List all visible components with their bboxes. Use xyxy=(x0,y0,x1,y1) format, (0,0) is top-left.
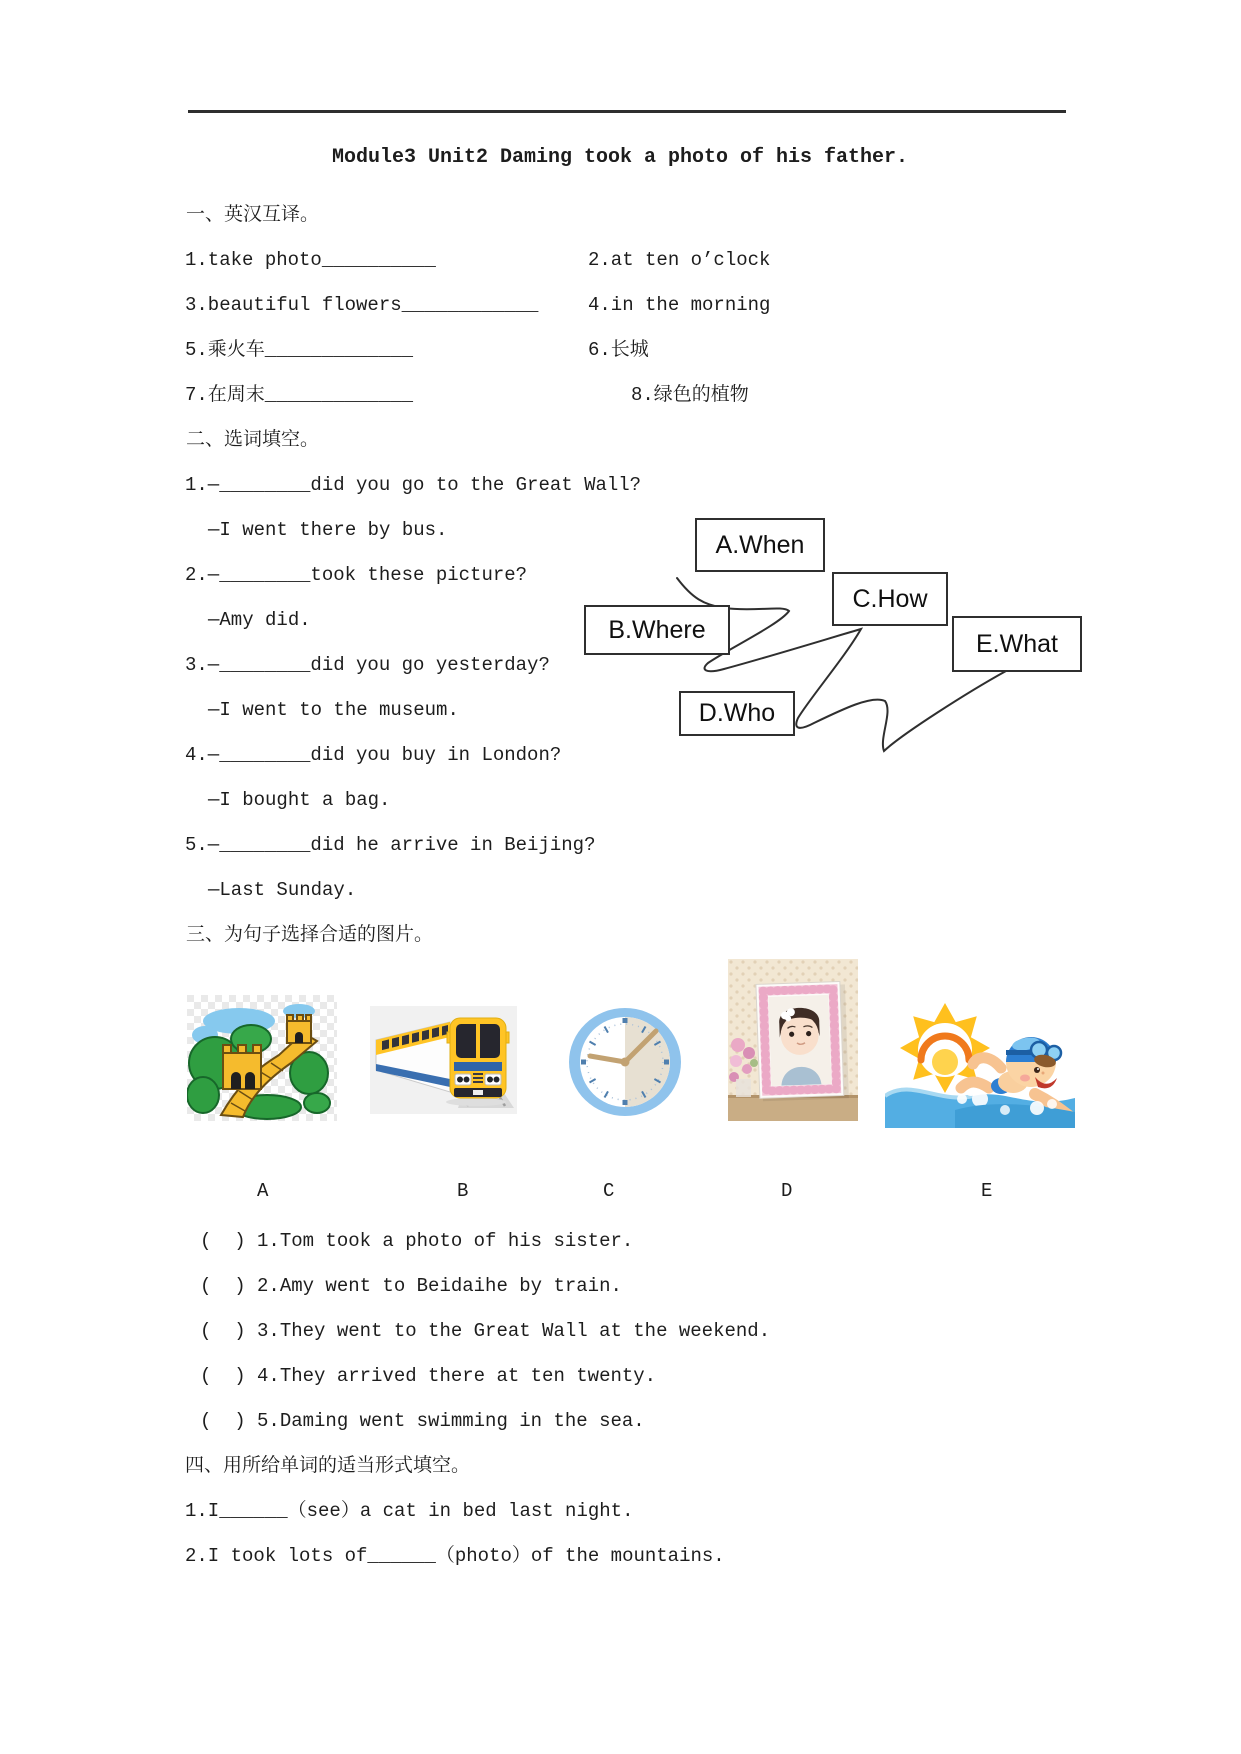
option-box-who xyxy=(679,691,795,736)
kicking-leg xyxy=(961,1082,989,1088)
s3-q5: ( ) 5.Daming went swimming in the sea. xyxy=(200,1410,645,1432)
s4-item-2: 2.I took lots of______（photo）of the mountains. xyxy=(185,1545,725,1567)
s2-a3: —I went to the museum. xyxy=(208,699,459,721)
train-image xyxy=(370,1006,517,1114)
s3-q2: ( ) 2.Amy went to Beidaihe by train. xyxy=(200,1275,622,1297)
s1-item-4: 4.in the morning xyxy=(588,294,771,316)
s2-a4: —I bought a bag. xyxy=(208,789,391,811)
boy-swimming-image xyxy=(885,998,1075,1128)
eye xyxy=(1034,1067,1040,1073)
s3-q4: ( ) 4.They arrived there at ten twenty. xyxy=(200,1365,657,1387)
option-label-who: D.Who xyxy=(698,699,776,727)
s2-a1: —I went there by bus. xyxy=(208,519,448,541)
photo-frame xyxy=(756,981,849,1101)
s2-a2: —Amy did. xyxy=(208,609,311,631)
s1-item-6: 6.长城 xyxy=(588,339,649,361)
near-tower xyxy=(223,1045,261,1089)
s2-q1: 1.—________did you go to the Great Wall? xyxy=(185,474,642,496)
s3-q3: ( ) 3.They went to the Great Wall at the weekend. xyxy=(200,1320,771,1342)
s1-item-3: 3.beautiful flowers____________ xyxy=(185,294,539,316)
option-label-where: B.Where xyxy=(608,615,706,644)
page-title: Module3 Unit2 Daming took a photo of his father. xyxy=(331,146,909,169)
picture-label-a: A xyxy=(257,1180,269,1202)
header-rule xyxy=(188,110,1066,113)
back-arm xyxy=(973,1058,1001,1068)
option-label-what: E.What xyxy=(976,629,1058,658)
option-box-where xyxy=(584,605,730,655)
s1-item-5: 5.乘火车_____________ xyxy=(185,339,414,361)
s1-item-1: 1.take photo__________ xyxy=(185,249,436,271)
clock-center xyxy=(621,1058,630,1067)
picture-label-d: D xyxy=(781,1180,793,1202)
section3-heading: 三、为句子选择合适的图片。 xyxy=(186,924,434,946)
option-box-what xyxy=(952,616,1082,672)
s4-item-1: 1.I______（see）a cat in bed last night. xyxy=(185,1500,634,1522)
s2-q3: 3.—________did you go yesterday? xyxy=(185,654,550,676)
cheek xyxy=(1020,1075,1030,1082)
picture-label-e: E xyxy=(981,1180,993,1202)
section1-heading: 一、英汉互译。 xyxy=(186,204,320,226)
great-wall-image xyxy=(187,995,337,1121)
far-tower xyxy=(287,1015,311,1043)
s2-q5: 5.—________did he arrive in Beijing? xyxy=(185,834,596,856)
train-shadow xyxy=(446,1098,506,1106)
option-label-when: A.When xyxy=(715,530,805,559)
s1-item-2: 2.at ten o’clock xyxy=(588,249,771,271)
option-box-how xyxy=(832,572,948,626)
picture-label-c: C xyxy=(603,1180,615,1202)
s1-item-7: 7.在周末_____________ xyxy=(185,384,414,406)
s1-item-8: 8.绿色的植物 xyxy=(631,384,749,406)
clock-image xyxy=(566,1006,684,1118)
section2-heading: 二、选词填空。 xyxy=(186,429,320,451)
option-box-when xyxy=(695,518,825,572)
option-label-how: C.How xyxy=(852,584,928,613)
picture-label-b: B xyxy=(457,1180,469,1202)
s2-q2: 2.—________took these picture? xyxy=(185,564,528,586)
s2-q4: 4.—________did you buy in London? xyxy=(185,744,562,766)
s2-a5: —Last Sunday. xyxy=(208,879,357,901)
s3-q1: ( ) 1.Tom took a photo of his sister. xyxy=(200,1230,634,1252)
train-front xyxy=(447,1018,509,1098)
section4-heading: 四、用所给单词的适当形式填空。 xyxy=(185,1455,471,1477)
baby-photo-frame-image xyxy=(728,959,858,1121)
